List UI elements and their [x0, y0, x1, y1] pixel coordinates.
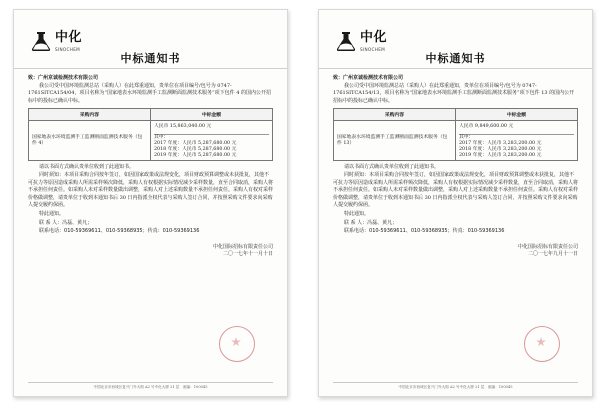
signature-block — [28, 244, 273, 259]
award-table — [333, 108, 578, 161]
logo-name-en: SINOCHEM — [55, 47, 81, 52]
logo-name-cn: 中化 — [360, 30, 388, 45]
letterhead — [14, 10, 287, 69]
phone-label: 联系电话： — [39, 228, 65, 235]
contact-persons: 联 系 人：冯磊、黄凡； — [344, 219, 398, 226]
letterhead — [319, 10, 592, 69]
signature-block — [333, 244, 578, 259]
contact-phones-row — [333, 228, 578, 236]
contact-phones-row — [28, 228, 273, 236]
award-amount-cell — [151, 121, 273, 161]
addressee: 致：广州京诚检测技术有限公司 — [28, 75, 99, 81]
addressee: 致：广州京诚检测技术有限公司 — [333, 75, 404, 81]
award-notice-package-4 — [13, 9, 288, 397]
award-amount-cell — [456, 121, 578, 161]
contact-persons: 联 系 人：冯磊、黄凡； — [39, 219, 93, 226]
notice-paragraph-1: 我公司受中国环境监测总站（采购人）在此郑重通知，贵单位在项目编号/包号为 0747-1761SITCA154/04，项目名称为“国家地表水环境监测手工监测断面监测技术服务”项下包件 4 的国内公开招标中的投标已确认中标。 — [28, 82, 271, 104]
procurement-content: 国家地表水环境监测手工监测断面监测技术服务（包件 13） — [334, 121, 456, 161]
logo-name-cn: 中化 — [55, 30, 83, 45]
breakdown-label: 其中： — [154, 134, 169, 140]
notice-closing: 特此通知。 — [344, 210, 370, 217]
sinochem-flask-icon — [335, 30, 357, 52]
issue-date: 二〇一七年十一月十日 — [222, 251, 273, 258]
contact-phones: 010-59369611、010-59368935；传真：010-59369136 — [369, 228, 505, 235]
phone-label: 联系电话： — [344, 228, 370, 235]
contacts — [333, 220, 578, 236]
notice-closing: 特此通知。 — [39, 210, 65, 217]
year-amount: 2018 年度：人民币 5,287,680.00 元 — [154, 146, 237, 152]
footer-address: 中国北京市西城区复兴门外大街 A2 号中化大厦 21 层 邮编：100045 — [333, 382, 578, 389]
year-amount: 2019 年度：人民币 3,283,200.00 元 — [459, 153, 542, 159]
header-amount: 中标金额 — [151, 109, 273, 121]
issuer-company: 中化国际招标有限责任公司 — [212, 243, 273, 250]
award-total: 人民币 9,849,600.00 元 — [459, 122, 574, 134]
year-amount: 2018 年度：人民币 3,283,200.00 元 — [459, 146, 542, 152]
notice-paragraph-2: 请以书面方式确认贵单位收到了此通知书。 — [344, 164, 440, 171]
procurement-content: 国家地表水环境监测手工监测断面监测技术服务（包件 4） — [29, 121, 151, 161]
notice-title: 中标通知书 — [120, 52, 181, 65]
notice-paragraph-2: 请以书面方式确认贵单位收到了此通知书。 — [39, 164, 135, 171]
issue-date: 二〇一七年九月十一日 — [527, 251, 578, 258]
contacts — [28, 220, 273, 236]
notice-paragraph-3: 同时须知：本项目采购合同按年签订，如因国家政策或法规变化，项目财政预算调整或未获批复，其他不可抗力等原因造成采购人所需采样频次降低，采购人有权根据实际情况减少采样数量，直至合同取消，采购人将不承担任何责任。如采购人未对采样数量做出调整，采购人对上述采购数量不承担任何责任。采购人有权对采样价格做调整，请贵单位于收到本通知书后 30 日内指派全权代表与采购人签订合同，并按照采购文件要求向采购人提交履约保函。 — [28, 171, 274, 209]
year-amount: 2017 年度：人民币 3,283,200.00 元 — [459, 140, 542, 146]
company-seal — [524, 326, 560, 362]
header-content: 采购内容 — [29, 109, 151, 121]
year-amount: 2019 年度：人民币 5,287,680.00 元 — [154, 153, 237, 159]
notice-paragraph-3: 同时须知：本项目采购合同按年签订，如因国家政策或法规变化，项目财政预算调整或未获批复，其他不可抗力等原因造成采购人所需采样频次降低，采购人有权根据实际情况减少采样数量，直至合同取消，采购人将不承担任何责任。如采购人未对采样数量做出调整，采购人对上述采购数量不承担任何责任。采购人有权对采样价格做调整，请贵单位于收到本通知书后 30 日内指派全权代表与采购人签订合同，并按照采购文件要求向采购人提交履约保函。 — [333, 171, 579, 209]
logo-name-en: SINOCHEM — [360, 47, 386, 52]
sinochem-flask-icon — [30, 30, 52, 52]
issuer-company: 中化国际招标有限责任公司 — [517, 243, 578, 250]
header-content: 采购内容 — [334, 109, 456, 121]
award-total: 人民币 15,863,040.00 元 — [154, 122, 269, 134]
footer-address: 中国北京市西城区复兴门外大街 A2 号中化大厦 21 层 邮编：100045 — [28, 382, 273, 389]
year-amount: 2017 年度：人民币 5,287,680.00 元 — [154, 140, 237, 146]
company-seal — [219, 326, 255, 362]
award-notice-package-13 — [318, 9, 593, 397]
header-amount: 中标金额 — [456, 109, 578, 121]
notice-paragraph-1: 我公司受中国环境监测总站（采购人）在此郑重通知，贵单位在项目编号/包号为 0747-1761SITCA154/13，项目名称为“国家地表水环境监测手工监测断面监测技术服务”项下包件 13 的国内公开招标中的投标已确认中标。 — [333, 82, 575, 104]
notice-title: 中标通知书 — [425, 52, 486, 65]
breakdown-label: 其中： — [459, 134, 474, 140]
award-table — [28, 108, 273, 161]
contact-phones: 010-59369611、010-59368935；传真：010-59369136 — [64, 228, 200, 235]
